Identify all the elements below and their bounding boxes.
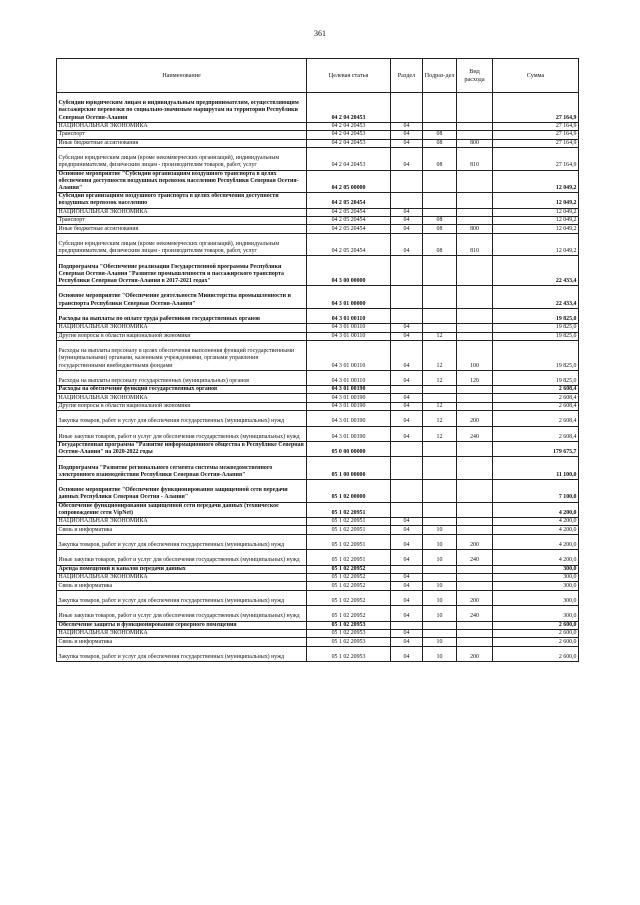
cell-target-article: 04 2 05 20454 — [307, 193, 391, 208]
cell-section — [391, 256, 423, 286]
cell-target-article: 04 2 04 20453 — [307, 122, 391, 130]
cell-expense-type — [457, 332, 493, 340]
cell-amount: 2 600,0 — [493, 621, 579, 629]
cell-target-article: 05 1 02 20951 — [307, 526, 391, 534]
cell-section: 04 — [391, 122, 423, 130]
cell-subsection — [423, 457, 457, 480]
cell-subsection — [423, 193, 457, 208]
cell-section: 04 — [391, 324, 423, 332]
cell-amount: 300,0 — [493, 574, 579, 582]
cell-amount: 12 049,2 — [493, 225, 579, 233]
table-row — [57, 147, 579, 170]
cell-subsection — [423, 286, 457, 309]
cell-target-article: 04 2 05 20454 — [307, 208, 391, 216]
cell-expense-type — [457, 216, 493, 224]
cell-name: Иные бюджетные ассигнования — [57, 225, 307, 233]
cell-amount: 2 608,4 — [493, 394, 579, 402]
cell-amount: 19 825,0 — [493, 308, 579, 323]
table-row — [57, 457, 579, 480]
cell-section: 04 — [391, 526, 423, 534]
cell-expense-type: 240 — [457, 426, 493, 441]
cell-expense-type: 810 — [457, 233, 493, 256]
table-row — [57, 502, 579, 517]
cell-target-article: 04 3 01 00110 — [307, 332, 391, 340]
header-target-article: Целевая статья — [307, 59, 391, 93]
cell-expense-type — [457, 193, 493, 208]
cell-amount: 19 825,0 — [493, 340, 579, 370]
cell-amount: 4 200,0 — [493, 518, 579, 526]
cell-name: Иные закупки товаров, работ и услуг для обеспечения государственных (муниципальных) нужд — [57, 550, 307, 565]
cell-section — [391, 621, 423, 629]
cell-target-article: 05 1 02 20952 — [307, 574, 391, 582]
table-row — [57, 340, 579, 370]
table-row — [57, 256, 579, 286]
table-row — [57, 574, 579, 582]
cell-subsection — [423, 502, 457, 517]
cell-target-article: 04 3 01 00190 — [307, 402, 391, 410]
cell-expense-type: 200 — [457, 590, 493, 605]
cell-subsection: 12 — [423, 332, 457, 340]
cell-name: Иные закупки товаров, работ и услуг для обеспечения государственных (муниципальных) нужд — [57, 606, 307, 621]
cell-name: Субсидии организациям воздушного транспорта в целях обеспечения доступности воздушных перевозок населению — [57, 193, 307, 208]
cell-target-article: 04 3 01 00000 — [307, 286, 391, 309]
header-expense-type: Вид расхода — [457, 59, 493, 93]
cell-target-article: 05 1 02 20951 — [307, 550, 391, 565]
cell-name: Закупка товаров, работ и услуг для обеспечения государственных (муниципальных) нужд — [57, 646, 307, 661]
cell-name: Аренда помещений и каналов передачи данных — [57, 565, 307, 573]
cell-expense-type: 240 — [457, 550, 493, 565]
cell-target-article: 04 3 01 00190 — [307, 426, 391, 441]
cell-name: Субсидии юридическим лицам и индивидуальным предпринимателям, осуществляющим пассажирские перевозки по социально-значимым маршрутам на территории Республики Северная Осетия-Алания — [57, 93, 307, 123]
cell-subsection: 10 — [423, 638, 457, 646]
cell-amount: 300,0 — [493, 565, 579, 573]
cell-subsection — [423, 93, 457, 123]
cell-section: 04 — [391, 340, 423, 370]
cell-section — [391, 93, 423, 123]
cell-name: НАЦИОНАЛЬНАЯ ЭКОНОМИКА — [57, 324, 307, 332]
table-row — [57, 480, 579, 503]
cell-subsection — [423, 122, 457, 130]
table-row — [57, 582, 579, 590]
cell-amount: 4 200,0 — [493, 534, 579, 549]
cell-target-article: 05 1 02 20952 — [307, 565, 391, 573]
cell-name: НАЦИОНАЛЬНАЯ ЭКОНОМИКА — [57, 574, 307, 582]
cell-section — [391, 193, 423, 208]
table-row — [57, 122, 579, 130]
cell-expense-type — [457, 286, 493, 309]
cell-subsection — [423, 629, 457, 637]
table-row — [57, 526, 579, 534]
cell-section: 04 — [391, 646, 423, 661]
cell-amount: 11 100,0 — [493, 457, 579, 480]
cell-name: Транспорт — [57, 216, 307, 224]
cell-subsection: 08 — [423, 147, 457, 170]
cell-amount: 22 433,4 — [493, 256, 579, 286]
cell-section — [391, 565, 423, 573]
cell-target-article: 04 3 01 00110 — [307, 340, 391, 370]
cell-section: 04 — [391, 582, 423, 590]
cell-name: Государственная программа "Развитие информационного общества в Республике Северная Осетия-Алания" на 2020-2022 годы — [57, 442, 307, 457]
cell-name: Расходы на выплаты персоналу государственных (муниципальных) органов — [57, 370, 307, 385]
cell-expense-type: 800 — [457, 139, 493, 147]
budget-table — [56, 58, 579, 662]
cell-subsection — [423, 386, 457, 394]
cell-expense-type — [457, 122, 493, 130]
cell-section: 04 — [391, 216, 423, 224]
table-row — [57, 324, 579, 332]
cell-section — [391, 457, 423, 480]
cell-amount: 19 825,0 — [493, 332, 579, 340]
cell-section: 04 — [391, 233, 423, 256]
table-row — [57, 233, 579, 256]
cell-name: Другие вопросы в области национальной экономики — [57, 402, 307, 410]
cell-target-article: 05 1 02 20952 — [307, 582, 391, 590]
cell-section: 04 — [391, 402, 423, 410]
cell-target-article: 04 2 04 20453 — [307, 93, 391, 123]
cell-name: Обеспечение функционирования защищенной сети передачи данных (техническое сопровождение сети VipNet) — [57, 502, 307, 517]
cell-name: Иные бюджетные ассигнования — [57, 139, 307, 147]
cell-amount: 300,0 — [493, 606, 579, 621]
cell-subsection — [423, 442, 457, 457]
table-row — [57, 93, 579, 123]
table-row — [57, 550, 579, 565]
cell-subsection: 12 — [423, 411, 457, 426]
cell-expense-type: 810 — [457, 147, 493, 170]
cell-expense-type — [457, 93, 493, 123]
cell-name: Подпрограмма "Обеспечение реализации Государственной программы Республики Северная Осетия-Алания "Развитие промышленности и пассажирского транспорта Республики Северная Осетия-Алания в 2017-2021 годах" — [57, 256, 307, 286]
table-row — [57, 216, 579, 224]
cell-subsection — [423, 518, 457, 526]
cell-target-article: 05 1 02 20953 — [307, 638, 391, 646]
cell-subsection: 08 — [423, 131, 457, 139]
cell-amount: 12 049,2 — [493, 216, 579, 224]
cell-section — [391, 386, 423, 394]
cell-name: Основное мероприятие "Обеспечение функционирования защищенной сети передачи данных Республики Северная Осетия - Алания" — [57, 480, 307, 503]
table-row — [57, 332, 579, 340]
cell-subsection: 10 — [423, 590, 457, 605]
cell-target-article: 04 2 05 00000 — [307, 170, 391, 193]
cell-subsection: 10 — [423, 646, 457, 661]
cell-section: 04 — [391, 411, 423, 426]
cell-name: НАЦИОНАЛЬНАЯ ЭКОНОМИКА — [57, 122, 307, 130]
cell-name: Обеспечение защиты и функционирования серверного помещения — [57, 621, 307, 629]
cell-section: 04 — [391, 550, 423, 565]
cell-name: Субсидии юридическим лицам (кроме некоммерческих организаций), индивидуальным предпринимателям, физическим лицам - производителям товаров, работ, услуг — [57, 147, 307, 170]
cell-subsection: 10 — [423, 582, 457, 590]
header-amount: Сумма — [493, 59, 579, 93]
cell-amount: 4 200,0 — [493, 550, 579, 565]
cell-subsection — [423, 480, 457, 503]
cell-section: 04 — [391, 147, 423, 170]
cell-name: Закупка товаров, работ и услуг для обеспечения государственных (муниципальных) нужд — [57, 411, 307, 426]
table-row — [57, 638, 579, 646]
cell-section: 04 — [391, 394, 423, 402]
table-row — [57, 370, 579, 385]
cell-section — [391, 502, 423, 517]
cell-subsection — [423, 256, 457, 286]
cell-target-article: 04 3 01 00110 — [307, 370, 391, 385]
table-row — [57, 193, 579, 208]
table-row — [57, 426, 579, 441]
cell-target-article: 04 2 05 20454 — [307, 216, 391, 224]
cell-expense-type — [457, 518, 493, 526]
cell-subsection: 12 — [423, 340, 457, 370]
cell-section — [391, 308, 423, 323]
table-row — [57, 286, 579, 309]
cell-target-article: 04 3 01 00190 — [307, 394, 391, 402]
cell-target-article: 04 3 01 00110 — [307, 308, 391, 323]
table-header-row — [57, 59, 579, 93]
cell-section: 04 — [391, 426, 423, 441]
cell-section — [391, 170, 423, 193]
cell-subsection — [423, 621, 457, 629]
cell-target-article: 05 1 02 20951 — [307, 534, 391, 549]
cell-expense-type — [457, 621, 493, 629]
cell-target-article: 04 3 01 00190 — [307, 411, 391, 426]
cell-expense-type: 120 — [457, 370, 493, 385]
cell-amount: 22 433,4 — [493, 286, 579, 309]
cell-section: 04 — [391, 606, 423, 621]
cell-target-article: 05 1 02 20953 — [307, 629, 391, 637]
cell-amount: 27 164,9 — [493, 139, 579, 147]
cell-expense-type — [457, 480, 493, 503]
cell-name: Расходы на выплаты персоналу в целях обеспечения выполнения функций государственными (муниципальными) органами, казенными учреждениями, органами управления государственными внебюджетными фондами — [57, 340, 307, 370]
cell-expense-type — [457, 170, 493, 193]
table-row — [57, 402, 579, 410]
table-row — [57, 518, 579, 526]
cell-section: 04 — [391, 574, 423, 582]
cell-target-article: 05 1 02 20952 — [307, 606, 391, 621]
cell-amount: 179 675,7 — [493, 442, 579, 457]
cell-section: 04 — [391, 638, 423, 646]
cell-name: Другие вопросы в области национальной экономики — [57, 332, 307, 340]
cell-section — [391, 480, 423, 503]
cell-subsection: 08 — [423, 139, 457, 147]
cell-expense-type: 800 — [457, 225, 493, 233]
table-row — [57, 646, 579, 661]
cell-expense-type: 100 — [457, 340, 493, 370]
cell-name: Подпрограмма "Развитие регионального сегмента системы межведомственного электронного взаимодействия Республики Северная Осетия-Алания" — [57, 457, 307, 480]
cell-target-article: 04 2 05 20454 — [307, 233, 391, 256]
cell-section: 04 — [391, 629, 423, 637]
cell-amount: 19 825,0 — [493, 324, 579, 332]
cell-section: 04 — [391, 370, 423, 385]
cell-target-article: 05 1 02 20951 — [307, 518, 391, 526]
cell-subsection — [423, 170, 457, 193]
cell-expense-type — [457, 442, 493, 457]
table-row — [57, 442, 579, 457]
cell-target-article: 04 2 04 20453 — [307, 139, 391, 147]
cell-amount: 27 164,9 — [493, 93, 579, 123]
cell-section: 04 — [391, 518, 423, 526]
cell-name: Иные закупки товаров, работ и услуг для обеспечения государственных (муниципальных) нужд — [57, 426, 307, 441]
cell-subsection: 10 — [423, 606, 457, 621]
cell-expense-type — [457, 457, 493, 480]
cell-section — [391, 442, 423, 457]
cell-amount: 2 608,4 — [493, 411, 579, 426]
table-row — [57, 411, 579, 426]
cell-amount: 12 049,2 — [493, 233, 579, 256]
table-row — [57, 386, 579, 394]
cell-amount: 12 049,2 — [493, 193, 579, 208]
cell-target-article: 04 2 05 20454 — [307, 225, 391, 233]
cell-subsection — [423, 565, 457, 573]
cell-name: Расходы на обеспечение функций государственных органов — [57, 386, 307, 394]
cell-subsection — [423, 208, 457, 216]
cell-name: Закупка товаров, работ и услуг для обеспечения государственных (муниципальных) нужд — [57, 590, 307, 605]
cell-section — [391, 286, 423, 309]
cell-name: Связь и информатика — [57, 526, 307, 534]
cell-name: Расходы на выплаты по оплате труда работников государственных органов — [57, 308, 307, 323]
cell-subsection — [423, 324, 457, 332]
table-row — [57, 208, 579, 216]
header-subsection: Подраз-дел — [423, 59, 457, 93]
cell-name: Закупка товаров, работ и услуг для обеспечения государственных (муниципальных) нужд — [57, 534, 307, 549]
cell-name: Связь и информатика — [57, 582, 307, 590]
cell-expense-type: 240 — [457, 606, 493, 621]
cell-name: НАЦИОНАЛЬНАЯ ЭКОНОМИКА — [57, 394, 307, 402]
table-row — [57, 606, 579, 621]
cell-expense-type — [457, 324, 493, 332]
table-body — [57, 93, 579, 662]
cell-amount: 4 200,0 — [493, 502, 579, 517]
cell-target-article: 04 3 00 00000 — [307, 256, 391, 286]
cell-name: НАЦИОНАЛЬНАЯ ЭКОНОМИКА — [57, 629, 307, 637]
cell-expense-type — [457, 208, 493, 216]
cell-name: Основное мероприятие "Обеспечение деятельности Министерства промышленности и транспорта Республики Северная Осетия-Алания" — [57, 286, 307, 309]
cell-name: НАЦИОНАЛЬНАЯ ЭКОНОМИКА — [57, 518, 307, 526]
cell-expense-type: 200 — [457, 411, 493, 426]
cell-subsection: 12 — [423, 370, 457, 385]
cell-expense-type — [457, 256, 493, 286]
cell-amount: 2 608,4 — [493, 402, 579, 410]
table-row — [57, 621, 579, 629]
table-row — [57, 170, 579, 193]
cell-expense-type — [457, 638, 493, 646]
cell-subsection — [423, 574, 457, 582]
cell-target-article: 05 0 00 00000 — [307, 442, 391, 457]
cell-target-article: 04 3 01 00110 — [307, 324, 391, 332]
cell-expense-type — [457, 386, 493, 394]
cell-amount: 2 608,4 — [493, 426, 579, 441]
cell-target-article: 04 3 01 00190 — [307, 386, 391, 394]
cell-subsection: 12 — [423, 402, 457, 410]
table-row — [57, 394, 579, 402]
cell-amount: 19 825,0 — [493, 370, 579, 385]
cell-subsection: 08 — [423, 233, 457, 256]
cell-name: Основное мероприятие "Субсидии организациям воздушного транспорта в целях обеспечения доступности воздушных перевозок населению Республики Северная Осетия-Алания" — [57, 170, 307, 193]
cell-expense-type — [457, 565, 493, 573]
cell-expense-type — [457, 526, 493, 534]
table-row — [57, 590, 579, 605]
cell-amount: 12 049,2 — [493, 208, 579, 216]
cell-target-article: 04 2 04 20453 — [307, 147, 391, 170]
table-row — [57, 534, 579, 549]
cell-subsection: 10 — [423, 550, 457, 565]
header-section: Раздел — [391, 59, 423, 93]
cell-subsection: 10 — [423, 526, 457, 534]
cell-expense-type: 200 — [457, 646, 493, 661]
cell-amount: 12 049,2 — [493, 170, 579, 193]
cell-section: 04 — [391, 208, 423, 216]
cell-subsection: 08 — [423, 216, 457, 224]
cell-expense-type — [457, 402, 493, 410]
cell-amount: 7 100,0 — [493, 480, 579, 503]
cell-expense-type — [457, 502, 493, 517]
cell-section: 04 — [391, 225, 423, 233]
cell-name: Транспорт — [57, 131, 307, 139]
cell-amount: 2 600,0 — [493, 629, 579, 637]
cell-expense-type — [457, 308, 493, 323]
cell-amount: 27 164,9 — [493, 147, 579, 170]
table-row — [57, 139, 579, 147]
table-row — [57, 225, 579, 233]
cell-expense-type — [457, 574, 493, 582]
cell-target-article: 05 1 02 20953 — [307, 646, 391, 661]
table-row — [57, 565, 579, 573]
cell-expense-type — [457, 582, 493, 590]
cell-amount: 2 600,0 — [493, 638, 579, 646]
cell-amount: 27 164,9 — [493, 122, 579, 130]
cell-amount: 300,0 — [493, 582, 579, 590]
table-row — [57, 308, 579, 323]
cell-target-article: 05 1 02 20952 — [307, 590, 391, 605]
cell-section: 04 — [391, 131, 423, 139]
cell-expense-type — [457, 629, 493, 637]
cell-expense-type: 200 — [457, 534, 493, 549]
cell-target-article: 05 1 02 20953 — [307, 621, 391, 629]
cell-name: Субсидии юридическим лицам (кроме некоммерческих организаций), индивидуальным предпринимателям, физическим лицам - производителям товаров, работ, услуг — [57, 233, 307, 256]
cell-target-article: 04 2 04 20453 — [307, 131, 391, 139]
cell-target-article: 05 1 02 20951 — [307, 502, 391, 517]
cell-target-article: 05 1 02 00000 — [307, 480, 391, 503]
cell-name: НАЦИОНАЛЬНАЯ ЭКОНОМИКА — [57, 208, 307, 216]
cell-section: 04 — [391, 590, 423, 605]
cell-expense-type — [457, 131, 493, 139]
table-row — [57, 629, 579, 637]
page-number: 361 — [314, 29, 326, 38]
cell-subsection: 08 — [423, 225, 457, 233]
cell-amount: 4 200,0 — [493, 526, 579, 534]
cell-section: 04 — [391, 534, 423, 549]
cell-subsection — [423, 394, 457, 402]
cell-amount: 2 608,4 — [493, 386, 579, 394]
cell-target-article: 05 1 00 00000 — [307, 457, 391, 480]
cell-section: 04 — [391, 332, 423, 340]
cell-expense-type — [457, 394, 493, 402]
cell-amount: 2 600,0 — [493, 646, 579, 661]
header-name: Наименование — [57, 59, 307, 93]
cell-subsection: 10 — [423, 534, 457, 549]
cell-subsection: 12 — [423, 426, 457, 441]
cell-amount: 27 164,9 — [493, 131, 579, 139]
cell-amount: 300,0 — [493, 590, 579, 605]
cell-name: Связь и информатика — [57, 638, 307, 646]
cell-section: 04 — [391, 139, 423, 147]
table-row — [57, 131, 579, 139]
cell-subsection — [423, 308, 457, 323]
